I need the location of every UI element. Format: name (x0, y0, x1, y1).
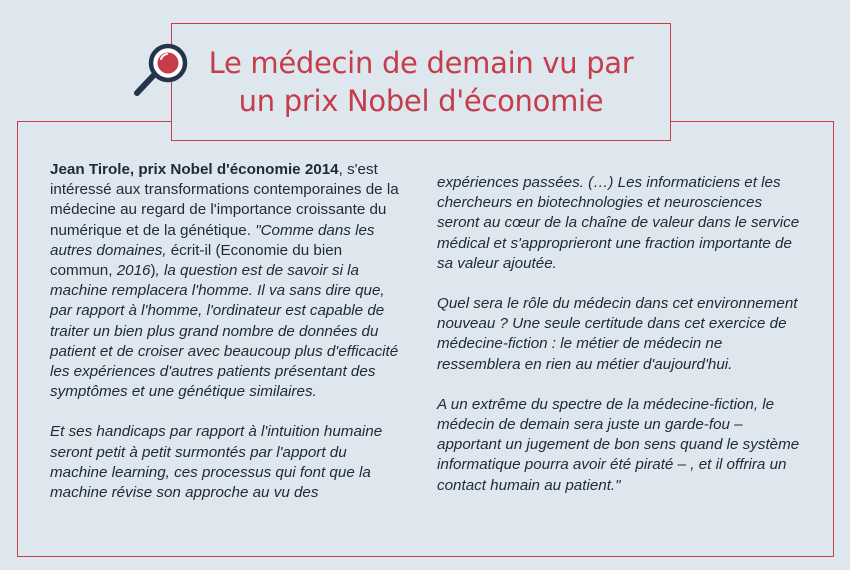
quote-text: , la question est de savoir si la machine remplacera l'homme. Il va sans dire que, par rapport à l'homme, l'ordinateur est capable de traiter un bien plus grand nombre de données du patient et de croiser avec beaucoup plus d'efficacité les expériences d'autres patients présentant des symptômes et une génétique similaires. (50, 262, 399, 401)
article-paragraph-5: A un extrême du spectre de la médecine-fiction, le médecin de demain sera juste un garde-fou – apportant un jugement de bon sens quand le système informatique pourra avoir été piraté – , et il offrira un contact humain au patient." (437, 395, 800, 494)
article-right-column (437, 173, 802, 496)
article-paragraph-1 (50, 160, 402, 402)
citation-year: 2016 (116, 262, 151, 280)
article-paragraph-4: Quel sera le rôle du médecin dans cet environnement nouveau ? Une seule certitude dans cet exercice de médecine-fiction : le métier de médecin ne ressemblera en rien au métier d'aujourd'hui. (437, 295, 798, 373)
page-title-line-1: Le médecin de demain vu par (208, 46, 634, 80)
article-paragraph-3: expériences passées. (…) Les informaticiens et les chercheurs en biotechnologies et neurosciences seront au cœur de la chaîne de valeur dans le service médical et s'approprieront une fraction importante de sa valeur ajoutée. (437, 174, 800, 272)
title-box (171, 23, 671, 141)
intro-text: , s'est intéressé aux transformations contemporaines de la médecine au regard de l'importance croissante du numérique et de la génétique. (50, 161, 399, 239)
magnifier-icon (131, 42, 193, 98)
citation-close: ) (150, 262, 156, 280)
citation-text: écrit-il (Economie du bien commun, (50, 241, 343, 280)
quote-text: "Comme dans les autres domaines, (50, 221, 375, 259)
page-title-line-2: un prix Nobel d'économie (238, 84, 604, 118)
article-paragraph-2: Et ses handicaps par rapport à l'intuition humaine seront petit à petit surmontés par l'apport du machine learning, ces processus qui font que la machine révise son approche au vu des (50, 423, 383, 502)
author-name: Jean Tirole, prix Nobel d'économie 2014 (50, 161, 339, 178)
article-left-column (50, 160, 402, 503)
